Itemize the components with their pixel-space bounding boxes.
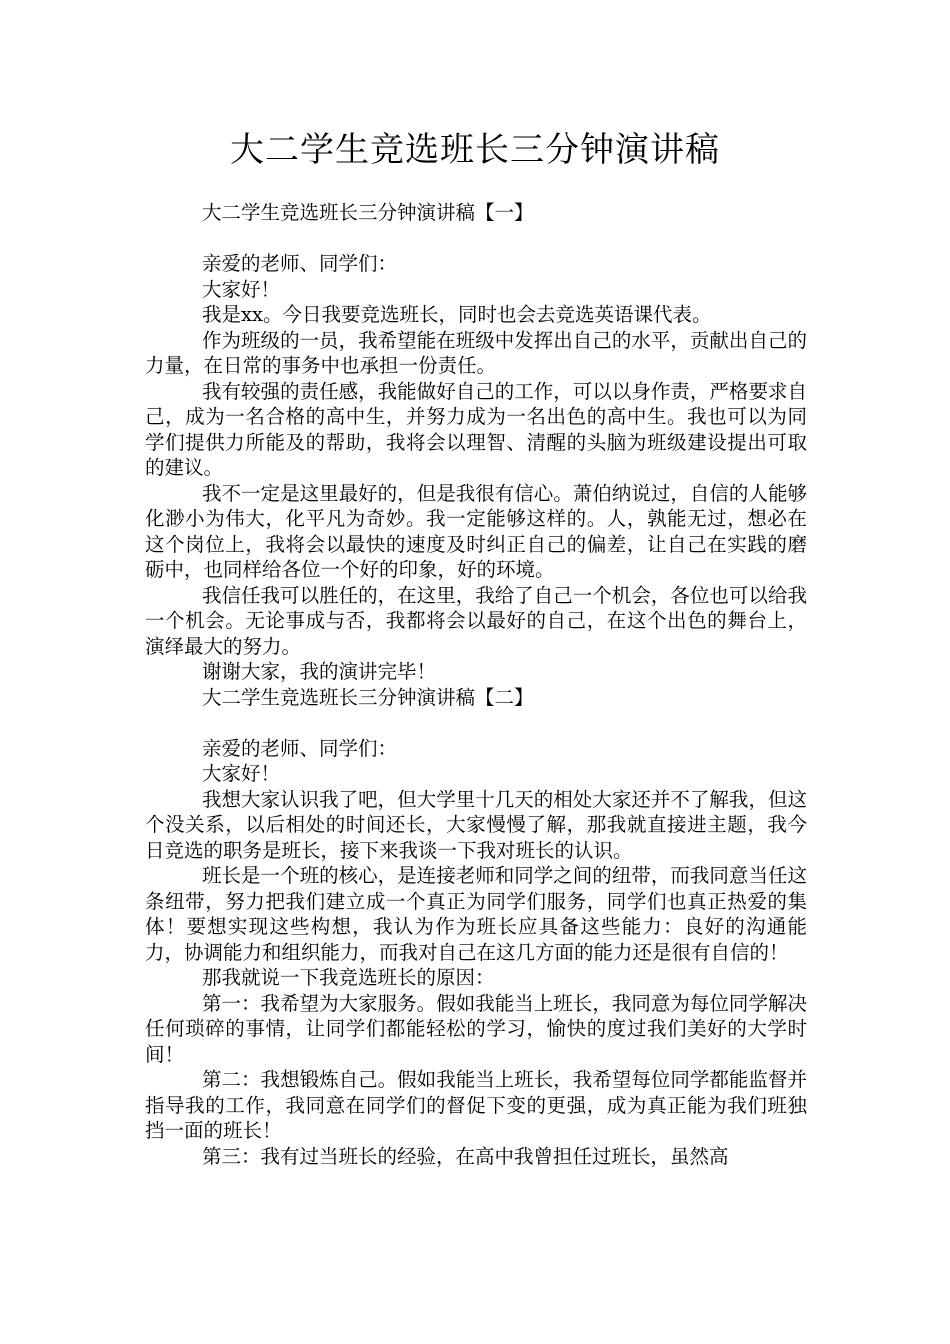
paragraph: 那我就说一下我竞选班长的原因： [202,966,495,989]
paragraph: 我想大家认识我了吧，但大学里十几天的相处大家还并不了解我，但这个没关系，以后相处的时间还长，大家慢慢了解，那我就直接进主题，我今日竞选的职务是班长，接下来我谈一下我对班长的认识。 [145,787,807,862]
paragraph: 我是xx。今日我要竞选班长，同时也会去竞选英语课代表。 [202,303,712,326]
document-body [145,200,807,1169]
section-heading-2: 大二学生竞选班长三分钟演讲稿【二】 [202,685,534,709]
paragraph: 谢谢大家，我的演讲完毕！ [202,660,437,683]
paragraph: 大家好！ [202,277,281,301]
paragraph: 我有较强的责任感，我能做好自己的工作，可以以身作责，严格要求自己，成为一名合格的高中生，并努力成为一名出色的高中生。我也可以为同学们提供力所能及的帮助，我将会以理智、清醒的头脑为班级建设提出可取的建议。 [145,379,807,479]
paragraph: 亲爱的老师、同学们： [202,736,398,760]
paragraph: 第二：我想锻炼自己。假如我能当上班长，我希望每位同学都能监督并指导我的工作，我同意在同学们的督促下变的更强，成为真正能为我们班独挡一面的班长！ [145,1068,807,1142]
document-title: 大二学生竞选班长三分钟演讲稿 [230,130,720,170]
section-heading-1: 大二学生竞选班长三分钟演讲稿【一】 [202,201,534,224]
paragraph: 我信任我可以胜任的，在这里，我给了自己一个机会，各位也可以给我一个机会。无论事成与否，我都将会以最好的自己，在这个出色的舞台上，演绎最大的努力。 [145,583,807,658]
paragraph: 我不一定是这里最好的，但是我很有信心。萧伯纳说过，自信的人能够化渺小为伟大，化平凡为奇妙。我一定能够这样的。人，孰能无过，想必在这个岗位上，我将会以最快的速度及时纠正自己的偏差，让自己在实践的磨砺中，也同样给各位一个好的印象，好的环境。 [145,481,807,581]
paragraph: 亲爱的老师、同学们： [202,252,398,275]
paragraph: 班长是一个班的核心，是连接老师和同学之间的纽带，而我同意当任这条纽带，努力把我们建立成一个真正为同学们服务，同学们也真正热爱的集体！要想实现这些构想，我认为作为班长应具备这些能力：良好的沟通能力，协调能力和组织能力，而我对自己在这几方面的能力还是很有自信的！ [145,864,807,964]
paragraph: 第一：我希望为大家服务。假如我能当上班长，我同意为每位同学解决任何琐碎的事情，让同学们都能轻松的学习，愉快的度过我们美好的大学时间！ [145,991,807,1066]
blank-line [145,226,807,252]
blank-line [145,710,807,736]
paragraph: 作为班级的一员，我希望能在班级中发挥出自己的水平，贡献出自己的力量，在日常的事务中也承担一份责任。 [145,328,807,377]
paragraph: 第三：我有过当班长的经验，在高中我曾担任过班长，虽然高 [202,1144,729,1168]
paragraph: 大家好！ [202,762,281,785]
